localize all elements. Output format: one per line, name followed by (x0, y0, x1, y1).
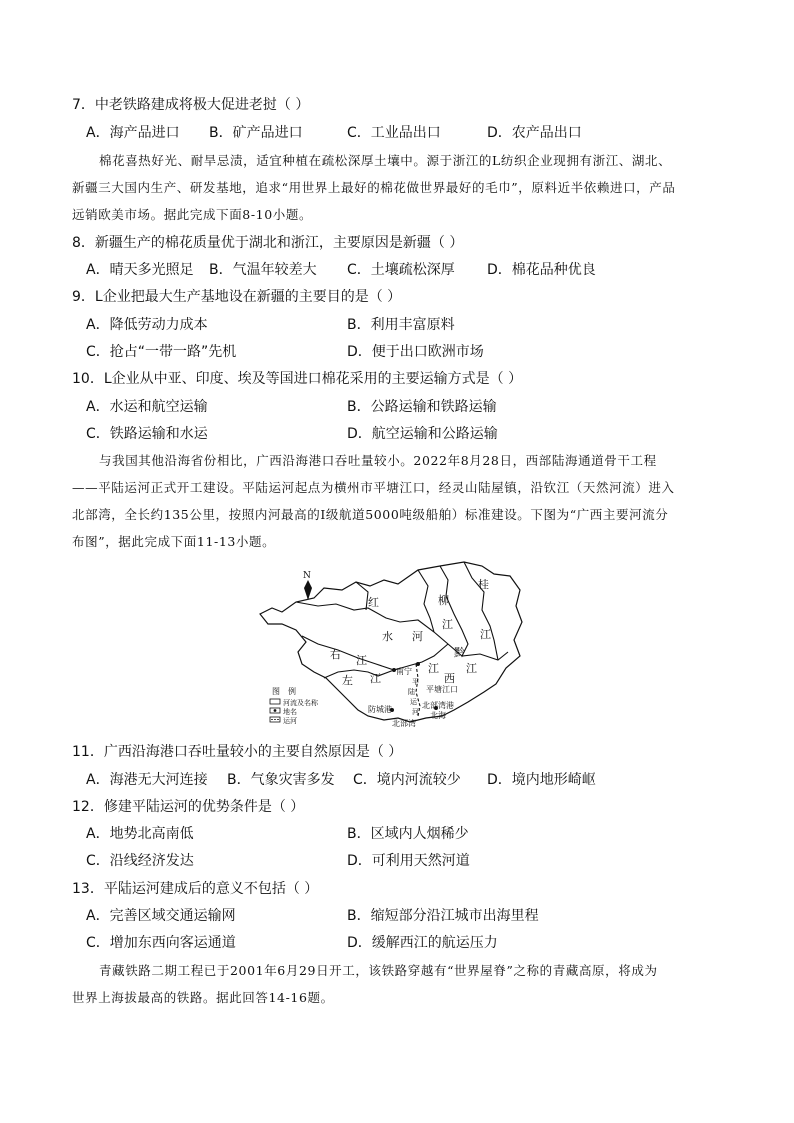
q8-option-b: B．气温年较差大 (209, 262, 317, 278)
label-xi: 西 (444, 672, 455, 685)
passage-1-line-1: 棉花喜热好光、耐旱忌渍，适宜种植在疏松深厚土壤中。源于浙江的L纺织企业现拥有浙江、湖北、 (99, 153, 672, 168)
q12-option-d: D．可利用天然河道 (347, 853, 470, 869)
label-zuo: 左 (342, 674, 353, 687)
label-fangcheng: 防城港 (368, 705, 392, 714)
q13-option-c: C．增加东西向客运通道 (86, 935, 236, 951)
q13-option-b: B．缩短部分沿江城市出海里程 (347, 908, 539, 924)
label-qian: 黔 (454, 646, 465, 659)
label-beibuwan-port: 北部湾港 (422, 701, 454, 710)
label-pingtang: 平塘江口 (426, 685, 458, 694)
q10-option-d: D．航空运输和公路运输 (347, 426, 498, 442)
passage-3-line-1: 青藏铁路二期工程已于2001年6月29日开工，该铁路穿越有“世界屋脊”之称的青藏高原，将成为 (99, 963, 658, 978)
label-shui: 水 (382, 630, 393, 643)
q8-option-d: D．棉花品种优良 (487, 262, 596, 278)
legend-river-swatch (270, 699, 280, 704)
label-beibuwan: 北部湾 (392, 719, 416, 728)
question-13-stem: 13．平陆运河建成后的意义不包括（ ） (72, 881, 319, 897)
q10-option-c: C．铁路运输和水运 (86, 426, 208, 442)
label-gui-jiang: 江 (480, 628, 491, 641)
label-yun: 运 (410, 698, 417, 706)
label-qian-jiang: 江 (466, 662, 477, 675)
q13-option-a: A．完善区域交通运输网 (86, 908, 236, 924)
label-you-jiang: 江 (356, 654, 367, 667)
label-hong: 红 (368, 596, 379, 609)
q12-option-b: B．区域内人烟稀少 (347, 826, 469, 842)
legend-place: 地名 (283, 708, 297, 716)
label-he2: 河 (412, 708, 419, 716)
q7-option-a: A．海产品进口 (86, 125, 180, 141)
question-7-stem: 7．中老铁路建成将极大促进老挝（ ） (72, 97, 310, 113)
passage-1-line-2: 新疆三大国内生产、研发基地，追求“用世界上最好的棉花做世界最好的毛巾”，原料近半依赖进口，产品 (72, 180, 676, 195)
passage-2-line-1: 与我国其他沿海省份相比，广西沿海港口吞吐量较小。2022年8月28日，西部陆海通道骨干工程 (99, 453, 657, 468)
q9-option-d: D．便于出口欧洲市场 (347, 344, 484, 360)
passage-2-line-4: 布图”，据此完成下面11-13小题。 (72, 534, 276, 549)
q11-option-b: B．气象灾害多发 (227, 772, 335, 788)
label-lu: 陆 (408, 688, 415, 696)
q7-option-c: C．工业品出口 (347, 125, 441, 141)
q7-option-d: D．农产品出口 (487, 125, 582, 141)
q11-option-d: D．境内地形崎岖 (487, 772, 596, 788)
passage-2-line-2: ——平陆运河正式开工建设。平陆运河起点为横州市平塘江口，经灵山陆屋镇，沿钦江（天然河流）进入 (72, 480, 675, 495)
label-xi-jiang: 江 (428, 662, 439, 675)
legend-title: 图 例 (272, 687, 296, 696)
q12-option-c: C．沿线经济发达 (86, 853, 194, 869)
north-label: N (303, 571, 311, 581)
label-zuo-jiang: 江 (370, 672, 381, 685)
q9-option-a: A．降低劳动力成本 (86, 317, 208, 333)
label-you: 右 (330, 648, 341, 661)
pingtang-dot (416, 662, 420, 666)
question-9-stem: 9．L企业把最大生产基地设在新疆的主要目的是（ ） (72, 289, 402, 305)
label-beihai: 北海 (430, 711, 446, 720)
q8-option-c: C．土壤疏松深厚 (347, 262, 455, 278)
label-he: 河 (412, 630, 423, 643)
legend-river: 河流及名称 (283, 699, 318, 707)
label-ping: 平 (412, 678, 419, 686)
label-nanning: 南宁 (396, 667, 412, 676)
label-liu-jiang: 江 (442, 618, 453, 631)
passage-2-line-3: 北部湾，全长约135公里，按照内河最高的Ⅰ级航道5000吨级船舶）标准建设。下图为“广西主要河流分 (72, 507, 669, 522)
q8-option-a: A．晴天多光照足 (86, 262, 194, 278)
q12-option-a: A．地势北高南低 (86, 826, 194, 842)
q10-option-a: A．水运和航空运输 (86, 399, 208, 415)
map-legend (270, 686, 319, 725)
north-arrow-icon (303, 571, 312, 602)
q9-option-b: B．利用丰富原料 (347, 317, 455, 333)
q9-option-c: C．抢占“一带一路”先机 (86, 344, 237, 360)
q13-option-d: D．缓解西江的航运压力 (347, 935, 498, 951)
guangxi-river-map (258, 560, 534, 736)
q11-option-c: C．境内河流较少 (353, 772, 461, 788)
legend-canal: 运河 (283, 717, 297, 725)
q7-option-b: B．矿产品进口 (209, 125, 303, 141)
passage-3-line-2: 世界上海拔最高的铁路。据此回答14-16题。 (72, 990, 334, 1005)
question-10-stem: 10．L企业从中亚、印度、埃及等国进口棉花采用的主要运输方式是（ ） (72, 371, 523, 387)
label-gui: 桂 (478, 578, 489, 591)
q10-option-b: B．公路运输和铁路运输 (347, 399, 497, 415)
q11-option-a: A．海港无大河连接 (86, 772, 208, 788)
question-12-stem: 12．修建平陆运河的优势条件是（ ） (72, 799, 305, 815)
question-8-stem: 8．新疆生产的棉花质量优于湖北和浙江，主要原因是新疆（ ） (72, 235, 464, 251)
question-11-stem: 11．广西沿海港口吞吐量较小的主要自然原因是（ ） (72, 744, 403, 760)
label-liu: 柳 (438, 594, 449, 607)
passage-1-line-3: 远销欧美市场。据此完成下面8-10小题。 (72, 207, 313, 222)
